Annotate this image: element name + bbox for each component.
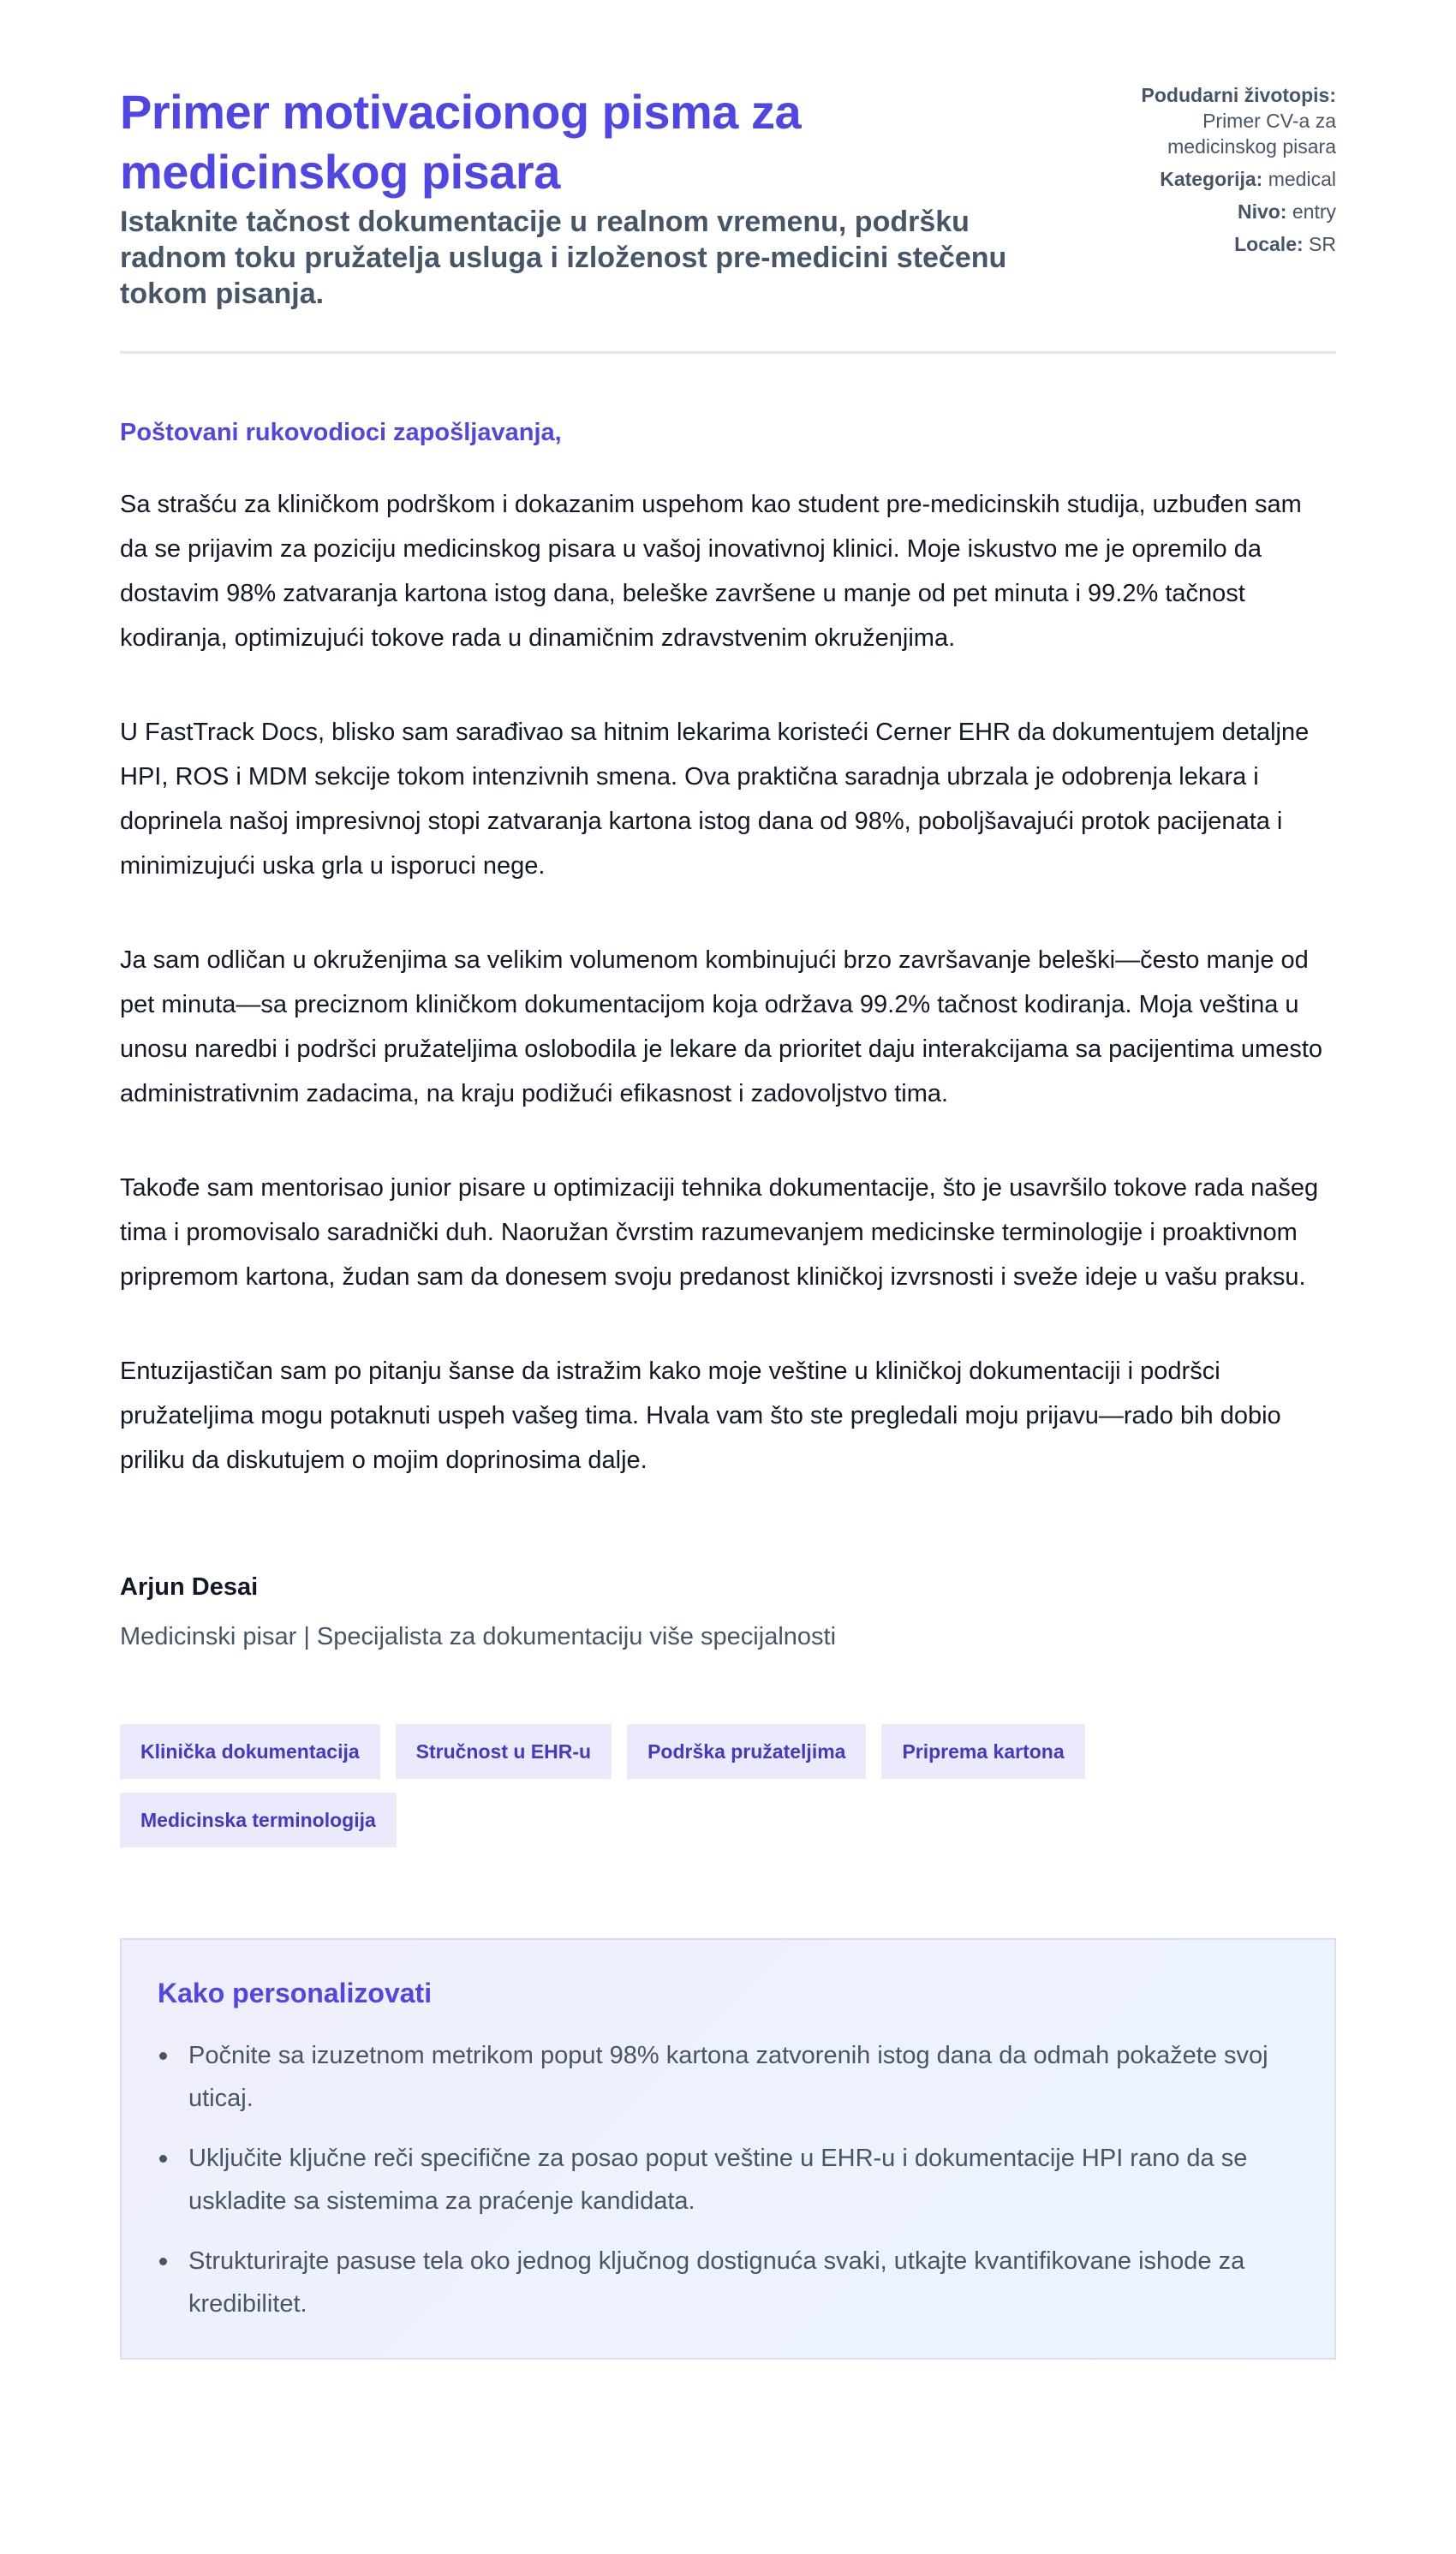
- meta-panel: [1113, 82, 1336, 264]
- page-title: Primer motivacionog pisma za medicinskog pisara: [120, 85, 802, 199]
- personalize-list: [158, 2034, 1298, 2325]
- meta-matched-resume-label: Podudarni životopis:: [1141, 84, 1336, 106]
- meta-category: [1113, 166, 1336, 192]
- meta-matched-resume-value[interactable]: Primer CV-a za medicinskog pisara: [1167, 110, 1336, 158]
- signature-block: [120, 1570, 1336, 1654]
- skill-tag[interactable]: Klinička dokumentacija: [120, 1724, 380, 1779]
- bullet-icon: [159, 2052, 167, 2060]
- personalize-title: Kako personalizovati: [158, 1978, 433, 2008]
- meta-level-label: Nivo:: [1237, 200, 1287, 223]
- meta-locale: [1113, 231, 1336, 257]
- meta-locale-label: Locale:: [1234, 233, 1304, 255]
- letter-paragraph: Entuzijastičan sam po pitanju šanse da istražim kako moje veštine u kliničkoj dokumentaciji i podršci pružateljima mogu potaknuti uspeh vašeg tima. Hvala vam što ste pregledali moju prijavu—rado bih dobio priliku da diskutujem o mojim doprinosima dalje.: [120, 1358, 1281, 1474]
- skill-tag[interactable]: Medicinska terminologija: [120, 1793, 397, 1847]
- meta-category-value: medical: [1268, 168, 1336, 190]
- page-subtitle: Istaknite tačnost dokumentacije u realnom vremenu, podršku radnom toku pružatelja usluga i izloženost pre-medicini stečenu tokom pisanja.: [120, 206, 1007, 310]
- personalize-card: [120, 1938, 1336, 2360]
- meta-locale-value: SR: [1309, 233, 1336, 255]
- letter-paragraph: Takođe sam mentorisao junior pisare u optimizaciji tehnika dokumentacije, što je usavršilo tokove rada našeg tima i promovisalo saradnički duh. Naoružan čvrstim razumevanjem medicinske terminologije i proaktivnom pripremom kartona, žudan sam da donesem svoju predanost kliničkoj izvrsnosti i sveže ideje u vašu praksu.: [120, 1174, 1319, 1291]
- letter-paragraph: Ja sam odličan u okruženjima sa velikim volumenom kombinujući brzo završavanje beleški—često manje od pet minuta—sa preciznom kliničkom dokumentacijom koja održava 99.2% tačnost kodiranja. Moja veština u unosu naredbi i podršci pružateljima oslobodila je lekare da prioritet daju interakcijama sa pacijentima umesto administrativnim zadacima, na kraju podižući efikasnost i zadovoljstvo tima.: [120, 946, 1323, 1107]
- personalize-item-text: Strukturirajte pasuse tela oko jednog ključnog dostignuća svaki, utkajte kvantifikovane ishode za kredibilitet.: [188, 2247, 1245, 2318]
- bullet-icon: [159, 2155, 167, 2163]
- header-text: [120, 82, 1079, 312]
- personalize-item-text: Uključite ključne reči specifične za posao poput veštine u EHR-u i dokumentacije HPI rano da se uskladite sa sistemima za praćenje kandidata.: [188, 2145, 1248, 2215]
- letter-paragraph: Sa strašću za kliničkom podrškom i dokazanim uspehom kao student pre-medicinskih studija, uzbuđen sam da se prijavim za poziciju medicinskog pisara u vašoj inovativnoj klinici. Moje iskustvo me je opremilo da dostavim 98% zatvaranja kartona istog dana, beleške završene u manje od pet minuta i 99.2% tačnost kodiranja, optimizujući tokove rada u dinamičnim zdravstvenim okruženjima.: [120, 491, 1302, 652]
- personalize-item-text: Počnite sa izuzetnom metrikom poput 98% kartona zatvorenih istog dana da odmah pokažete svoj uticaj.: [188, 2042, 1268, 2112]
- personalize-item: [188, 2034, 1298, 2120]
- skill-tag[interactable]: Podrška pružateljima: [627, 1724, 866, 1779]
- skill-tag[interactable]: Priprema kartona: [881, 1724, 1084, 1779]
- salutation: Poštovani rukovodioci zapošljavanja,: [120, 419, 562, 446]
- meta-category-label: Kategorija:: [1160, 168, 1263, 190]
- skill-tag[interactable]: Stručnost u EHR-u: [396, 1724, 612, 1779]
- personalize-item: [188, 2137, 1298, 2223]
- signature-title: Medicinski pisar | Specijalista za dokumentaciju više specijalnosti: [120, 1623, 837, 1650]
- meta-level: [1113, 199, 1336, 224]
- letter-body: [120, 415, 1336, 2360]
- skill-tags: [120, 1724, 1182, 1847]
- meta-level-value: entry: [1292, 200, 1336, 223]
- meta-matched-resume: [1113, 82, 1336, 159]
- signature-name: Arjun Desai: [120, 1573, 259, 1601]
- personalize-item: [188, 2240, 1298, 2325]
- bullet-icon: [159, 2258, 167, 2265]
- letter-paragraph: U FastTrack Docs, blisko sam sarađivao sa hitnim lekarima koristeći Cerner EHR da dokumentujem detaljne HPI, ROS i MDM sekcije tokom intenzivnih smena. Ova praktična saradnja ubrzala je odobrenja lekara i doprinela našoj impresivnoj stopi zatvaranja kartona istog dana od 98%, poboljšavajući protok pacijenata i minimizujući uska grla u isporuci nege.: [120, 719, 1310, 880]
- page-header: [120, 82, 1336, 354]
- cover-letter-page: [120, 0, 1336, 2360]
